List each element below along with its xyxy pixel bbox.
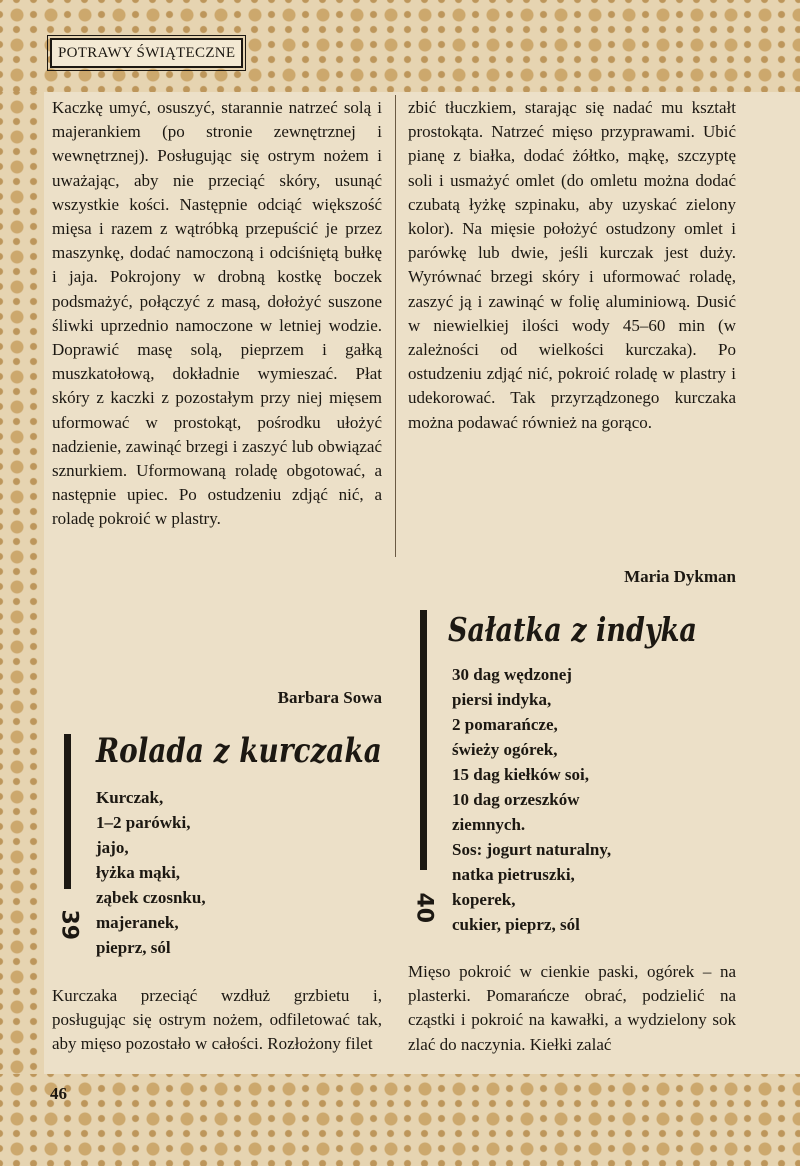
recipe-40-number: 40 — [411, 892, 437, 924]
ingredient-item: jajo, — [96, 838, 129, 857]
ingredient-item: 15 dag kiełków soi, — [452, 765, 589, 784]
decorative-border-left — [0, 92, 44, 1074]
ingredient-item: ziemnych. — [452, 815, 526, 834]
ingredient-item: Sos: jogurt naturalny, — [452, 840, 612, 859]
ingredient-item: natka pietruszki, — [452, 865, 575, 884]
recipe-40-method: Mięso pokroić w cienkie paski, ogórek – na plasterki. Pomarańcze obrać, podzielić na cząstki i pokroić na kawałki, a wydzielony sok zlać do naczynia. Kiełki zalać — [408, 962, 736, 1054]
ingredient-item: 10 dag orzeszków — [452, 790, 580, 809]
column-divider — [395, 95, 396, 557]
recipe-39-method: Kurczaka przeciąć wzdłuż grzbietu i, posługując się ostrym nożem, odfiletować tak, aby mięso pozostało w całości. Rozłożony filet — [52, 986, 382, 1054]
recipe-40-title: Sałatka z indyka — [448, 610, 697, 649]
duck-recipe-text: Kaczkę umyć, osuszyć, starannie natrzeć solą i majerankiem (po stronie zewnętrznej i wewnętrznej). Posługując się ostrym nożem i uważając, aby nie przeciąć skóry, usunąć wszystkie kości. Następnie odciąć większość mięsa i razem z wątróbką przepuścić je przez maszynkę, dodać namoczoną i odciśniętą bułkę i jaja. Pokrojony w drobną kostkę boczek podsmażyć, połączyć z masą, dołożyć suszone śliwki uprzednio namoczone w letniej wodzie. Doprawić masę solą, pieprzem i gałką muszkatołową, dokładnie wymieszać. Płat skóry z kaczki z pozostałym przy niej mięsem uformować w prostokąt, pośrodku ułożyć nadzienie, zawinąć brzegi i zaszyć lub obwiązać sznurkiem. Uformowaną roladę obgotować, a następnie upiec. Po ostudzeniu zdjąć nić, a roladę pokroić w plastry. — [52, 98, 382, 529]
ingredient-item: koperek, — [452, 890, 516, 909]
decorative-border-bottom — [0, 1074, 800, 1166]
ingredient-item: świeży ogórek, — [452, 740, 558, 759]
ingredient-item: cukier, pieprz, sól — [452, 915, 580, 934]
recipe-39-bar — [64, 734, 71, 889]
ingredient-item: Kurczak, — [96, 788, 164, 807]
ingredient-item: łyżka mąki, — [96, 863, 181, 882]
chicken-recipe-continuation: zbić tłuczkiem, starając się nadać mu kształt prostokąta. Natrzeć mięso przyprawami. Ubić pianę z białka, dodać żółtko, mąkę, szczyptę soli i usmażyć omlet (do omletu można dodać czubatą łyżkę szpinaku, aby uzyskać zielony kolor). Na mięsie położyć ostudzony omlet i parówkę lub dwie, jeśli kurczak jest duży. Wyrównać brzegi skóry i uformować roladę, zaszyć ją i zawinąć w folię aluminiową. Dusić w niewielkiej ilości wody 45–60 min (w zależności od wielkości kurczaka). Po ostudzeniu zdjąć nić, pokroić roladę w plastry i udekorować. Tak przyrządzonego kurczaka można podawać również na gorąco. — [408, 98, 736, 432]
recipe-39-title: Rolada z kurczaka — [96, 731, 382, 771]
ingredient-item: 2 pomarańcze, — [452, 715, 558, 734]
ingredient-item: majeranek, — [96, 913, 179, 932]
recipe-40-ingredients — [452, 662, 742, 937]
ingredient-item: 1–2 parówki, — [96, 813, 191, 832]
ingredient-item: piersi indyka, — [452, 690, 552, 709]
ingredient-item: 30 dag wędzonej — [452, 665, 572, 684]
recipe-40-bar — [420, 610, 427, 870]
recipe-39-number: 39 — [56, 909, 82, 941]
page-number: 46 — [50, 1084, 67, 1103]
ingredient-item: ząbek czosnku, — [96, 888, 206, 907]
author-maria-dykman: Maria Dykman — [624, 567, 736, 586]
ingredient-item: pieprz, sól — [96, 938, 171, 957]
author-barbara-sowa: Barbara Sowa — [277, 688, 382, 707]
recipe-39-ingredients — [96, 785, 376, 960]
section-label: POTRAWY ŚWIĄTECZNE — [50, 38, 243, 68]
